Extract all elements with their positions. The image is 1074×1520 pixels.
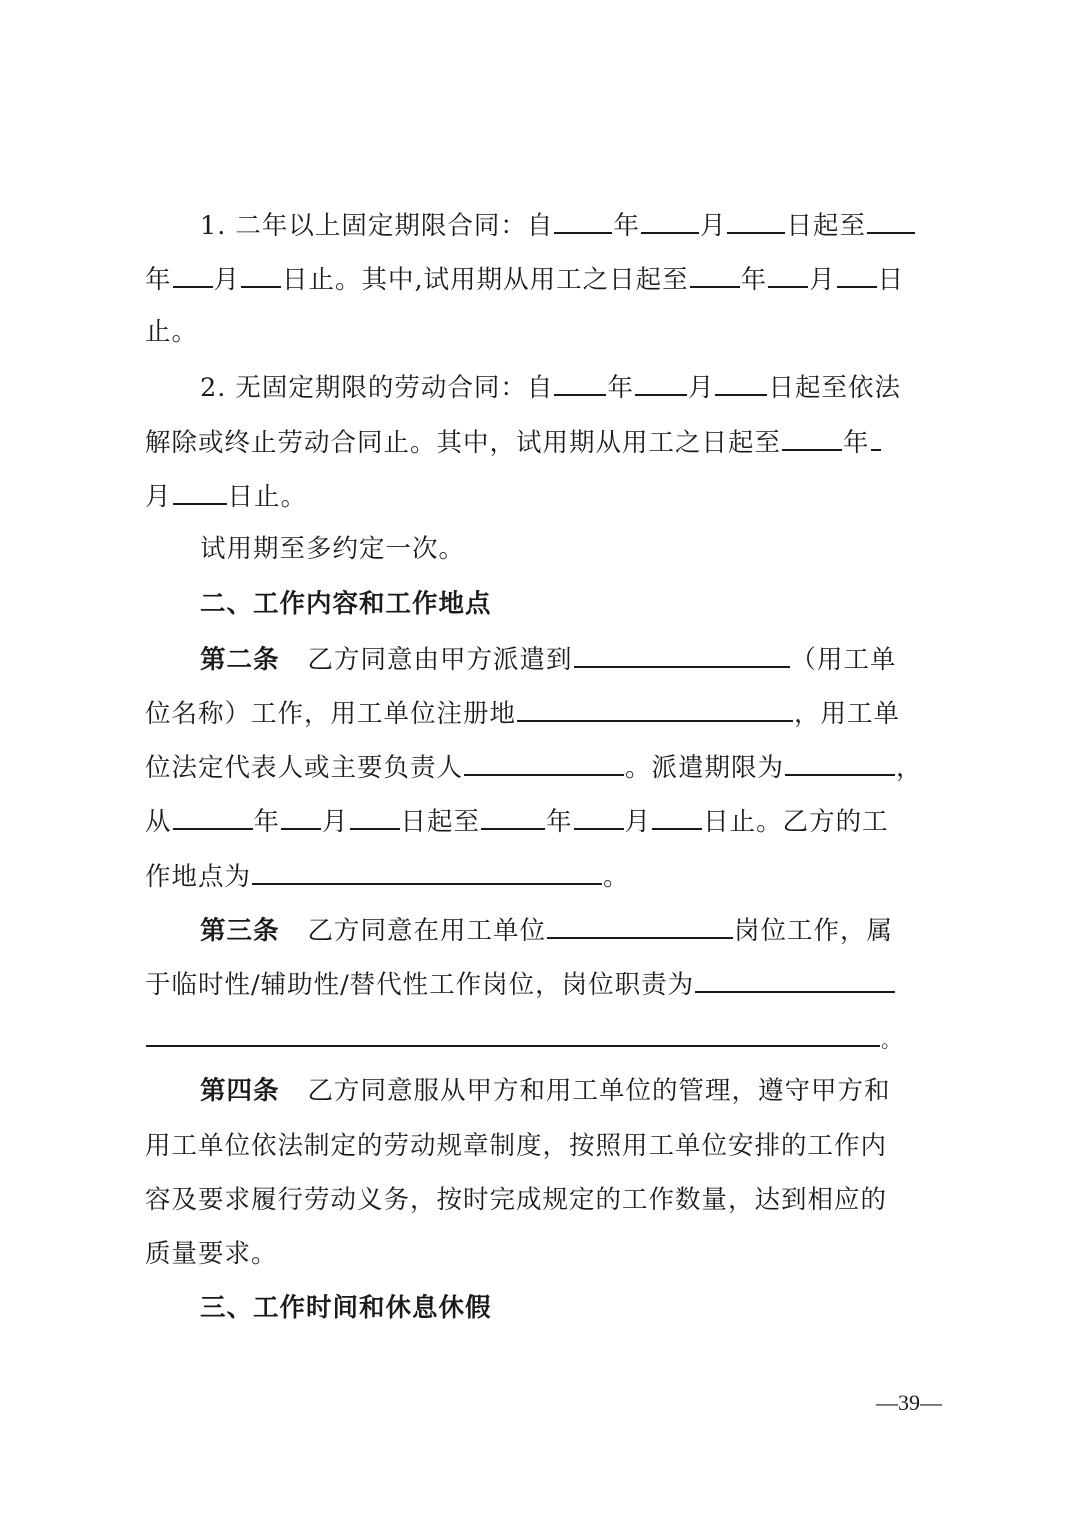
a2-line-2 — [145, 694, 900, 730]
blank-field[interactable] — [574, 640, 790, 668]
p1-line-2 — [145, 260, 904, 296]
a3-line-2 — [145, 965, 896, 1001]
text: 止。 — [145, 317, 199, 347]
text: 。 — [603, 862, 630, 892]
text: 乙方同意在用工单位 — [307, 916, 547, 946]
text: 从 — [145, 807, 172, 837]
text: 月 — [809, 265, 836, 295]
text: 月 — [213, 265, 241, 295]
text: 年 — [607, 373, 634, 403]
p1-line-1 — [200, 206, 916, 242]
blank-field[interactable] — [574, 802, 624, 830]
article-title: 第三条 — [200, 916, 280, 946]
p2-line-3 — [145, 477, 307, 513]
a3-line-3 — [145, 1019, 902, 1055]
text: 岗位工作，属 — [734, 916, 894, 946]
heading-text: 二、工作内容和工作地点 — [200, 589, 492, 619]
text: 月 — [687, 373, 715, 403]
text: 月 — [699, 211, 727, 241]
blank-field[interactable] — [641, 206, 699, 234]
blank-field[interactable] — [768, 260, 808, 288]
text: 用工单位依法制定的劳动规章制度，按照用工单位安排的工作内 — [145, 1131, 888, 1161]
heading-text: 三、工作时间和休息休假 — [200, 1293, 492, 1323]
section-heading-2 — [200, 586, 492, 622]
a4-line-3 — [145, 1182, 887, 1218]
blank-field[interactable] — [517, 694, 793, 722]
blank-field[interactable] — [554, 206, 612, 234]
section-heading-3 — [200, 1290, 492, 1326]
a4-line-2 — [145, 1128, 887, 1164]
a2-line-3 — [145, 748, 923, 784]
article-title: 第二条 — [200, 645, 280, 675]
p2-line-1 — [200, 368, 901, 404]
blank-field[interactable] — [481, 802, 545, 830]
text: 年 — [253, 807, 281, 837]
blank-field[interactable] — [727, 206, 785, 234]
blank-field[interactable] — [652, 802, 702, 830]
blank-field[interactable] — [464, 748, 624, 776]
blank-field[interactable] — [173, 260, 213, 288]
text: 日起至依法 — [768, 373, 901, 403]
blank-field[interactable] — [350, 802, 400, 830]
text: 日 — [877, 265, 905, 295]
blank-field[interactable] — [241, 260, 281, 288]
text: 质量要求。 — [145, 1239, 278, 1269]
text: 2. 无固定期限的劳动合同：自 — [200, 373, 554, 403]
text: 日起至 — [786, 211, 866, 241]
blank-field[interactable] — [782, 423, 842, 451]
blank-field[interactable] — [715, 368, 767, 396]
blank-field[interactable] — [785, 748, 895, 776]
a4-line-4 — [145, 1236, 278, 1272]
text: 月 — [145, 482, 172, 512]
a4-line-1 — [200, 1073, 891, 1109]
text: 位法定代表人或主要负责人 — [145, 753, 464, 783]
a2-line-4 — [145, 802, 889, 838]
p3-line — [200, 531, 465, 567]
blank-field[interactable] — [146, 1019, 880, 1047]
text: 日起至 — [400, 807, 481, 837]
text: 1. 二年以上固定期限合同：自 — [200, 211, 554, 241]
blank-field[interactable] — [554, 368, 606, 396]
text: 日止。 — [227, 482, 308, 512]
text: 乙方同意由甲方派遣到 — [307, 645, 573, 675]
text: 试用期至多约定一次。 — [200, 534, 466, 564]
a2-line-1 — [200, 640, 897, 676]
p2-line-2 — [145, 423, 882, 459]
text: 年 — [843, 428, 870, 458]
blank-field[interactable] — [867, 206, 915, 234]
blank-field[interactable] — [547, 911, 733, 939]
text: （用工单 — [790, 645, 897, 675]
page-number: —39— — [876, 1390, 942, 1415]
blank-field[interactable] — [871, 423, 881, 451]
text: 月 — [322, 807, 349, 837]
text: 月 — [624, 807, 652, 837]
text: 年 — [546, 807, 573, 837]
text: 年 — [740, 265, 768, 295]
text: 。 — [881, 1028, 902, 1052]
text: 容及要求履行劳动义务，按时完成规定的工作数量，达到相应的 — [145, 1185, 888, 1215]
text: 。派遣期限为 — [625, 753, 785, 783]
text: ， — [896, 753, 923, 783]
text: 日止。其中,试用期从用工之日起至 — [282, 265, 689, 295]
text: ，用工单 — [794, 699, 901, 729]
a2-line-5 — [145, 857, 630, 893]
text: 年 — [613, 211, 640, 241]
blank-field[interactable] — [281, 802, 321, 830]
blank-field[interactable] — [635, 368, 687, 396]
text: 解除或终止劳动合同止。其中，试用期从用工之日起至 — [145, 428, 782, 458]
a3-line-1 — [200, 911, 893, 947]
p1-line-3 — [145, 314, 198, 350]
blank-field[interactable] — [173, 802, 253, 830]
blank-field[interactable] — [837, 260, 877, 288]
blank-field[interactable] — [690, 260, 740, 288]
text: 作地点为 — [145, 862, 252, 892]
text: 位名称）工作，用工单位注册地 — [145, 699, 517, 729]
text: 于临时性/辅助性/替代性工作岗位，岗位职责为 — [145, 970, 695, 1000]
text: 年 — [145, 265, 172, 295]
blank-field[interactable] — [252, 857, 602, 885]
blank-field[interactable] — [173, 477, 227, 505]
text: 日止。乙方的工 — [703, 807, 889, 837]
article-title: 第四条 — [200, 1076, 280, 1106]
blank-field[interactable] — [695, 965, 895, 993]
text: 乙方同意服从甲方和用工单位的管理，遵守甲方和 — [307, 1076, 891, 1106]
